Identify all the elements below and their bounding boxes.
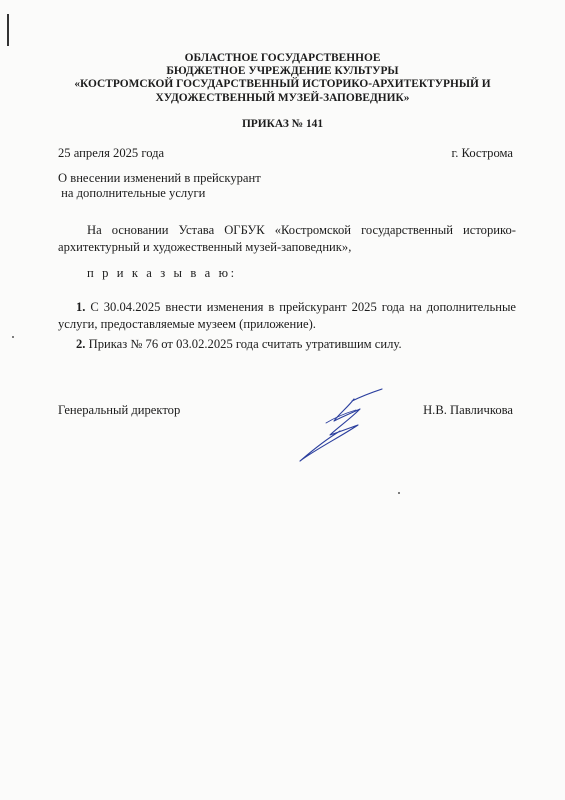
signatory-title: Генеральный директор: [58, 403, 181, 417]
item-text: С 30.04.2025 внести изменения в прейскурант 2025 года на дополнительные услуги, предоставляемые музеем (приложение).: [58, 300, 516, 331]
subject-line: на дополнительные услуги: [58, 186, 206, 200]
item-number: 2.: [76, 337, 86, 351]
order-title: ПРИКАЗ № 141: [241, 118, 324, 130]
header-line: БЮДЖЕТНОЕ УЧРЕЖДЕНИЕ КУЛЬТУРЫ: [166, 65, 399, 78]
item-text: Приказ № 76 от 03.02.2025 года считать утратившим силу.: [85, 337, 402, 351]
header-line: «КОСТРОМСКОЙ ГОСУДАРСТВЕННЫЙ ИСТОРИКО-АРХИТЕКТУРНЫЙ И: [74, 78, 491, 91]
basis-paragraph: На основании Устава ОГБУК «Костромской государственный историко-архитектурный и художественный музей-заповедник»,: [58, 223, 516, 254]
scan-edge-mark: [7, 14, 9, 46]
header-line: ОБЛАСТНОЕ ГОСУДАРСТВЕННОЕ: [184, 52, 381, 64]
scan-speck: [398, 492, 400, 494]
item-number: 1.: [76, 300, 86, 314]
order-verb: п р и к а з ы в а ю:: [87, 266, 237, 280]
handwritten-signature: [290, 383, 390, 465]
order-item: [58, 299, 516, 333]
scan-speck: [12, 336, 14, 338]
subject-line: О внесении изменений в прейскурант: [58, 171, 261, 185]
order-subject: [58, 171, 261, 201]
header-line: ХУДОЖЕСТВЕННЫЙ МУЗЕЙ-ЗАПОВЕДНИК»: [155, 91, 410, 104]
organization-header: [40, 52, 525, 105]
signatory-name: Н.В. Павличкова: [423, 403, 513, 417]
order-item: [76, 337, 402, 352]
order-date: 25 апреля 2025 года: [58, 146, 165, 160]
order-city: г. Кострома: [451, 146, 513, 160]
